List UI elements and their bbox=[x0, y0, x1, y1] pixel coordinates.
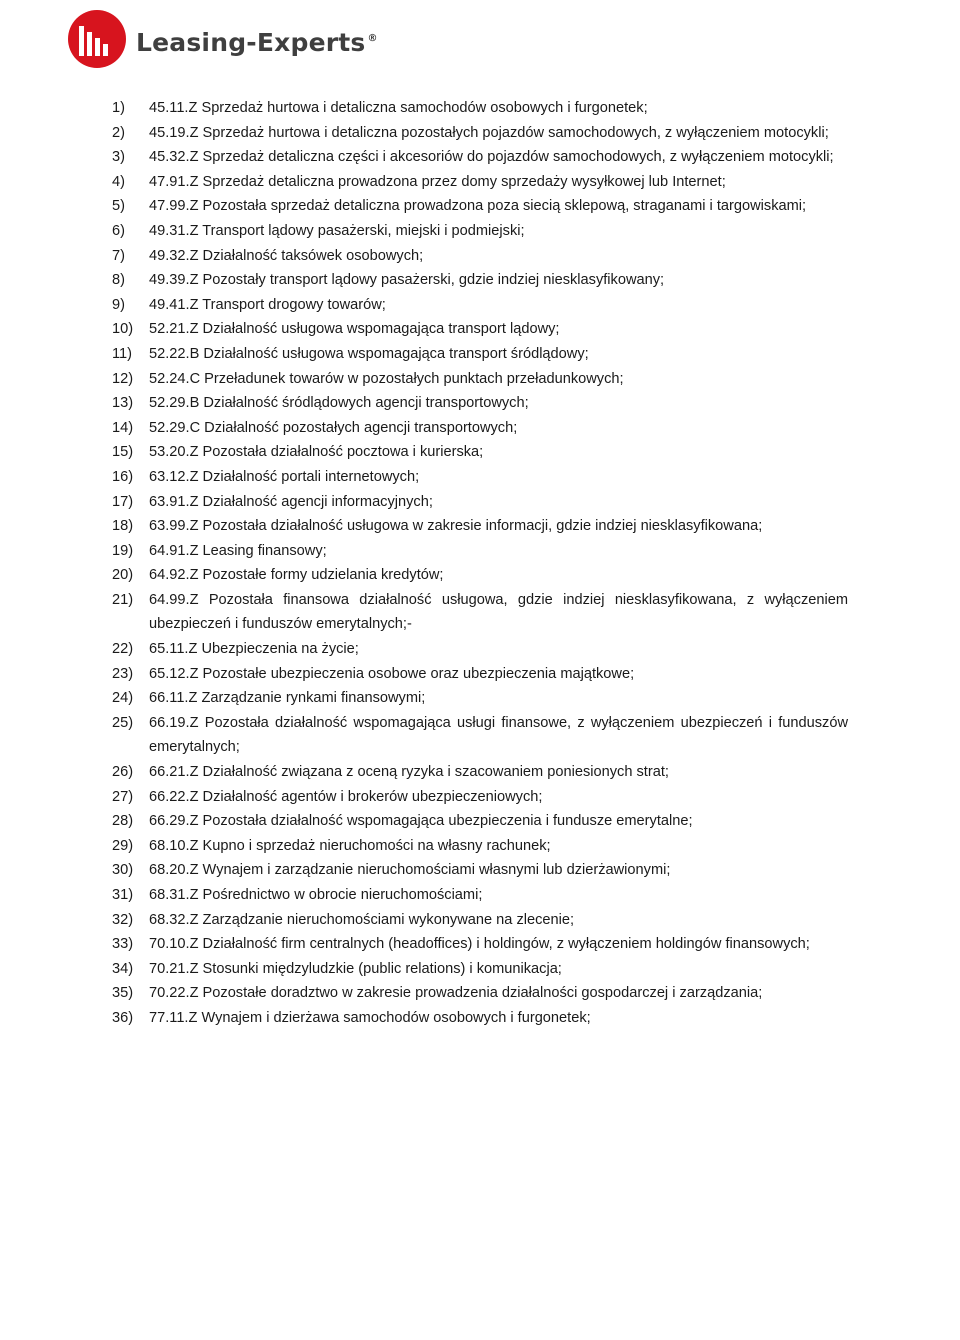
list-item bbox=[112, 1006, 848, 1031]
list-item-number: 15) bbox=[112, 444, 134, 461]
list-item-number: 12) bbox=[112, 370, 134, 387]
list-item bbox=[112, 317, 848, 342]
list-item-text: 52.22.B Działalność usługowa wspomagająca transport śródlądowy; bbox=[149, 345, 589, 362]
list-item-number: 1) bbox=[112, 100, 125, 116]
list-item-number: 21) bbox=[112, 591, 134, 608]
list-item-text: 66.22.Z Działalność agentów i brokerów ubezpieczeniowych; bbox=[149, 788, 543, 805]
list-item-number: 36) bbox=[112, 1009, 134, 1026]
list-item-text: 66.11.Z Zarządzanie rynkami finansowymi; bbox=[149, 690, 426, 707]
list-item bbox=[112, 145, 848, 170]
list-item bbox=[112, 809, 848, 834]
list-item bbox=[112, 637, 848, 662]
list-item bbox=[112, 416, 848, 441]
list-item-text: 45.32.Z Sprzedaż detaliczna części i akcesoriów do pojazdów samochodowych, z wyłączeniem motocykli; bbox=[149, 149, 834, 166]
list-item-number: 25) bbox=[112, 714, 134, 731]
list-item-number: 10) bbox=[112, 321, 134, 338]
list-item-text: 66.19.Z Pozostała działalność wspomagająca usługi finansowe, z wyłączeniem ubezpieczeń i funduszów emerytalnych; bbox=[149, 714, 848, 756]
list-item-text: 64.92.Z Pozostałe formy udzielania kredytów; bbox=[149, 567, 444, 584]
list-item-text: 45.11.Z Sprzedaż hurtowa i detaliczna samochodów osobowych i furgonetek; bbox=[149, 100, 648, 116]
list-item-number: 6) bbox=[112, 222, 125, 239]
list-item bbox=[112, 268, 848, 293]
list-item bbox=[112, 908, 848, 933]
list-item bbox=[112, 834, 848, 859]
list-item-text: 52.29.B Działalność śródlądowych agencji transportowych; bbox=[149, 395, 529, 412]
brand-name: Leasing-Experts ® bbox=[136, 27, 378, 57]
list-item-text: 53.20.Z Pozostała działalność pocztowa i kurierska; bbox=[149, 444, 484, 461]
list-item bbox=[112, 367, 848, 392]
registered-mark: ® bbox=[367, 33, 378, 45]
list-item-text: 64.99.Z Pozostała finansowa działalność usługowa, gdzie indziej niesklasyfikowana, z wyłączeniem ubezpieczeń i funduszów emerytalnych;- bbox=[149, 591, 848, 633]
list-item-number: 17) bbox=[112, 493, 134, 510]
list-item-number: 19) bbox=[112, 542, 134, 559]
list-item bbox=[112, 465, 848, 490]
list-item-number: 24) bbox=[112, 690, 134, 707]
list-item bbox=[112, 219, 848, 244]
list-item bbox=[112, 539, 848, 564]
list-item bbox=[112, 711, 848, 760]
list-item bbox=[112, 440, 848, 465]
list-item bbox=[112, 883, 848, 908]
list-item-number: 18) bbox=[112, 518, 134, 535]
list-item-number: 35) bbox=[112, 985, 134, 1002]
list-item-text: 68.31.Z Pośrednictwo w obrocie nieruchomościami; bbox=[149, 887, 483, 903]
list-item-text: 49.32.Z Działalność taksówek osobowych; bbox=[149, 247, 424, 264]
list-item-text: 63.99.Z Pozostała działalność usługowa w zakresie informacji, gdzie indziej niesklasyfikowana; bbox=[149, 518, 763, 535]
list-item bbox=[112, 121, 848, 146]
list-item-text: 47.99.Z Pozostała sprzedaż detaliczna prowadzona poza siecią sklepową, straganami i targowiskami; bbox=[149, 198, 807, 215]
list-item-text: 68.32.Z Zarządzanie nieruchomościami wykonywane na zlecenie; bbox=[149, 911, 575, 928]
list-item-number: 31) bbox=[112, 887, 134, 903]
list-item bbox=[112, 96, 848, 121]
list-item-text: 52.24.C Przeładunek towarów w pozostałych punktach przeładunkowych; bbox=[149, 370, 624, 387]
list-item bbox=[112, 342, 848, 367]
list-item bbox=[112, 785, 848, 810]
list-item-number: 7) bbox=[112, 247, 125, 264]
list-item bbox=[112, 170, 848, 195]
leasing-experts-logo-icon bbox=[66, 8, 130, 70]
list-item-number: 9) bbox=[112, 296, 125, 313]
list-item bbox=[112, 760, 848, 785]
list-item bbox=[112, 662, 848, 687]
list-item-text: 77.11.Z Wynajem i dzierżawa samochodów osobowych i furgonetek; bbox=[149, 1009, 591, 1026]
list-item-number: 23) bbox=[112, 665, 134, 682]
list-item bbox=[112, 490, 848, 515]
list-item-text: 65.11.Z Ubezpieczenia na życie; bbox=[149, 641, 359, 658]
list-item-text: 68.20.Z Wynajem i zarządzanie nieruchomościami własnymi lub dzierżawionymi; bbox=[149, 862, 671, 879]
list-item-text: 49.41.Z Transport drogowy towarów; bbox=[149, 296, 386, 313]
list-item-number: 28) bbox=[112, 813, 134, 830]
list-item bbox=[112, 957, 848, 982]
list-item-text: 47.91.Z Sprzedaż detaliczna prowadzona przez domy sprzedaży wysyłkowej lub Internet; bbox=[149, 173, 726, 190]
list-item-text: 63.12.Z Działalność portali internetowych; bbox=[149, 468, 420, 485]
list-item-number: 14) bbox=[112, 419, 134, 436]
list-item-text: 68.10.Z Kupno i sprzedaż nieruchomości na własny rachunek; bbox=[149, 837, 551, 854]
list-item-text: 70.10.Z Działalność firm centralnych (headoffices) i holdingów, z wyłączeniem holdingów finansowych; bbox=[149, 936, 810, 953]
list-item-number: 30) bbox=[112, 862, 134, 879]
list-item-number: 27) bbox=[112, 788, 134, 805]
list-item-number: 4) bbox=[112, 173, 125, 190]
list-item-text: 63.91.Z Działalność agencji informacyjnych; bbox=[149, 493, 433, 510]
list-item-text: 52.21.Z Działalność usługowa wspomagająca transport lądowy; bbox=[149, 321, 560, 338]
pkd-activity-list bbox=[112, 96, 848, 1031]
list-item-number: 5) bbox=[112, 198, 125, 215]
list-item bbox=[112, 858, 848, 883]
list-item-number: 22) bbox=[112, 641, 134, 658]
list-item-number: 8) bbox=[112, 272, 125, 289]
list-item-text: 66.21.Z Działalność związana z oceną ryzyka i szacowaniem poniesionych strat; bbox=[149, 764, 669, 781]
list-item-number: 32) bbox=[112, 911, 134, 928]
list-item bbox=[112, 391, 848, 416]
list-item-number: 20) bbox=[112, 567, 134, 584]
list-item-number: 33) bbox=[112, 936, 134, 953]
list-item-number: 13) bbox=[112, 395, 134, 412]
list-item bbox=[112, 293, 848, 318]
list-item-number: 2) bbox=[112, 124, 125, 141]
list-item bbox=[112, 588, 848, 637]
list-item-text: 70.22.Z Pozostałe doradztwo w zakresie prowadzenia działalności gospodarczej i zarządzania; bbox=[149, 985, 763, 1002]
list-item-text: 65.12.Z Pozostałe ubezpieczenia osobowe oraz ubezpieczenia majątkowe; bbox=[149, 665, 635, 682]
list-item bbox=[112, 563, 848, 588]
list-item-number: 3) bbox=[112, 149, 125, 166]
list-item-text: 45.19.Z Sprzedaż hurtowa i detaliczna pozostałych pojazdów samochodowych, z wyłączeniem motocykli; bbox=[149, 124, 829, 141]
list-item-number: 11) bbox=[112, 345, 133, 362]
list-item-text: 64.91.Z Leasing finansowy; bbox=[149, 542, 327, 559]
list-item bbox=[112, 981, 848, 1006]
list-item-text: 49.39.Z Pozostały transport lądowy pasażerski, gdzie indziej niesklasyfikowany; bbox=[149, 272, 665, 289]
list-item bbox=[112, 194, 848, 219]
list-item bbox=[112, 686, 848, 711]
list-item-text: 52.29.C Działalność pozostałych agencji transportowych; bbox=[149, 419, 518, 436]
list-item bbox=[112, 932, 848, 957]
header bbox=[66, 8, 378, 70]
list-item bbox=[112, 514, 848, 539]
list-item-number: 34) bbox=[112, 960, 134, 977]
list-item-text: 66.29.Z Pozostała działalność wspomagająca ubezpieczenia i fundusze emerytalne; bbox=[149, 813, 693, 830]
list-item-text: 70.21.Z Stosunki międzyludzkie (public relations) i komunikacja; bbox=[149, 960, 562, 977]
list-item-number: 16) bbox=[112, 468, 134, 485]
list-item-number: 26) bbox=[112, 764, 134, 781]
list-item-number: 29) bbox=[112, 837, 134, 854]
list-item bbox=[112, 244, 848, 269]
list-item-text: 49.31.Z Transport lądowy pasażerski, miejski i podmiejski; bbox=[149, 222, 525, 239]
